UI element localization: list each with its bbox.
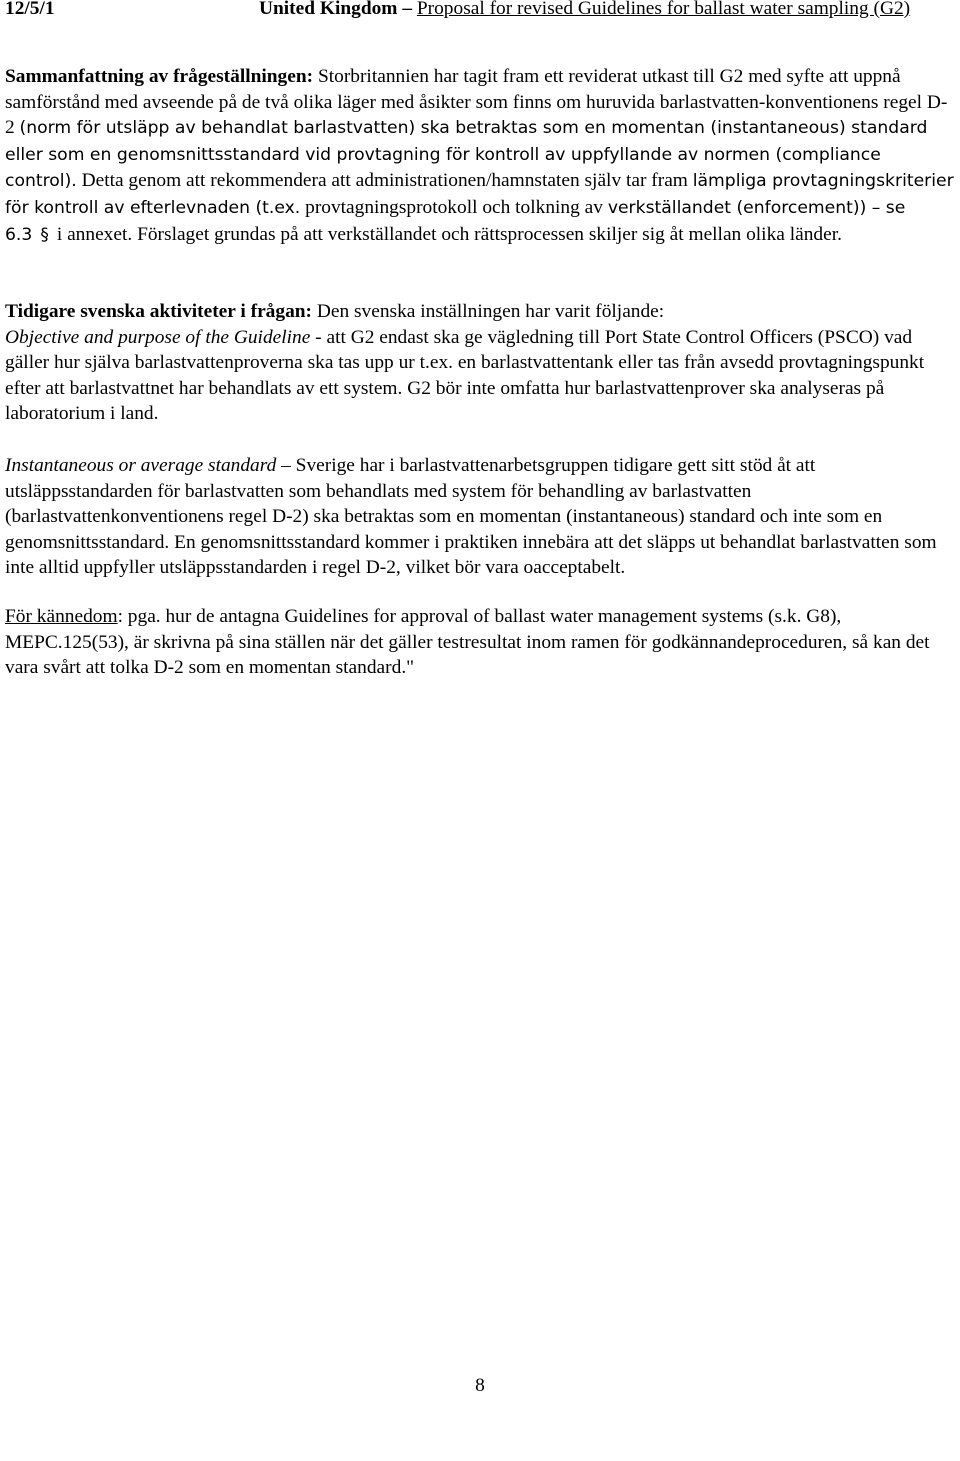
note-label: För kännedom: [5, 606, 118, 627]
previous-activities-paragraph: [5, 299, 955, 427]
summary-label: Sammanfattning av frågeställningen:: [5, 66, 314, 87]
section-sign: §: [40, 224, 49, 245]
country-name: United Kingdom: [259, 0, 398, 19]
summary-text-2: (norm för utsläpp av behandlat barlastvatten) ska betraktas som en momentan (instantaneous) standard eller som en genomsnittsstandard vid provtagning för kontroll av uppfyllande av normen (compliance control).: [5, 118, 928, 192]
note-text: : pga. hur de antagna Guidelines for approval of ballast water management systems (s.k. G8), MEPC.125(53), är skrivna på sina ställen när det gäller testresultat inom ramen för godkännandeproceduren, så kan det vara svårt att tolka D-2 som en momentan standard.": [5, 606, 930, 679]
summary-text-4: lämpliga provtagningskriterier för kontroll av efterlevnaden (t.ex.: [5, 171, 954, 218]
proposal-title: Proposal for revised Guidelines for ballast water sampling (G2): [416, 0, 911, 19]
summary-text-7: i annexet.: [56, 223, 133, 245]
previous-activities-intro: Den svenska inställningen har varit följande:: [312, 301, 665, 322]
instantaneous-dash: –: [276, 455, 296, 476]
previous-activities-label: Tidigare svenska aktiviteter i frågan:: [5, 301, 313, 322]
summary-text-8: Förslaget grundas på att verkställandet och rättsprocessen skiljer sig åt mellan olika länder.: [132, 223, 842, 245]
summary-text-5: provtagningsprotokoll och tolkning av: [300, 196, 608, 218]
item-number: 12/5/1: [5, 0, 55, 19]
item-title: [259, 0, 955, 22]
summary-paragraph: [5, 64, 955, 248]
note-paragraph: [5, 604, 955, 681]
page-number: 8: [475, 1375, 485, 1396]
instantaneous-label: Instantaneous or average standard: [5, 455, 277, 476]
instantaneous-text: Sverige har i barlastvattenarbetsgruppen tidigare gett sitt stöd åt att utsläppsstandarden för barlastvatten som behandlats med system för behandling av barlastvatten (barlastvattenkonventionens regel D-2) ska betraktas som en momentan (instantaneous) standard och inte som en genomsnittsstandard. En genomsnittsstandard kommer i praktiken innebära att det släpps ut behandlat barlastvatten som inte alltid uppfyller utsläppsstandarden i regel D-2, vilket bör vara oacceptabelt.: [5, 455, 937, 579]
objective-text: - att G2 endast ska ge vägledning till Port State Control Officers (PSCO) vad gäller hur själva barlastvattenproverna ska tas upp ur t.ex. en barlastvattentank eller tas från avsedd provtagningspunkt efter att barlastvattnet har behandlats av ett system. G2 bör inte omfatta hur barlastvattenprover ska analyseras på laboratorium i land.: [5, 326, 925, 425]
objective-label: Objective and purpose of the Guideline: [5, 326, 311, 348]
summary-text-3: Detta genom att rekommendera att administrationen/hamnstaten själv tar fram: [76, 170, 693, 192]
title-dash: –: [402, 0, 413, 19]
instantaneous-paragraph: [5, 453, 955, 581]
document-page: [5, 0, 955, 679]
summary-text-6: verkställandet (enforcement)) – se 6.3: [5, 197, 906, 245]
summary-text-1: Storbritannien har tagit fram ett reviderat utkast till G2 med syfte att uppnå samförstånd med avseende på de två olika läger med åsikter som finns om huruvida barlastvatten-konventionens regel D-2: [5, 66, 948, 139]
agenda-item-header: [5, 0, 955, 52]
